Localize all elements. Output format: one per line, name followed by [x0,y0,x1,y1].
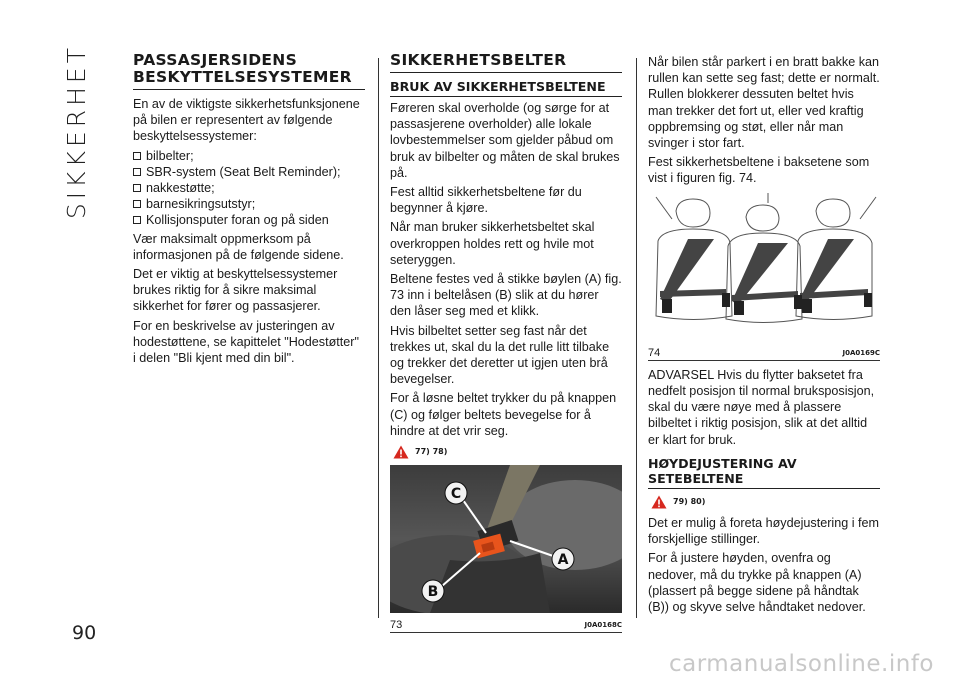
paragraph: Det er viktig at beskyttelsessystemer brukes riktig for å sikre maksimal sikkerhet for fører og passasjerer. [133,267,338,314]
figure-74 [648,191,880,361]
column-divider [636,58,637,618]
column-protection-systems [133,52,365,369]
label-b: B [427,584,439,601]
label-a: A [557,552,569,569]
list-item: barnesikringsutstyr; [133,196,365,212]
intro-paragraph: En av de viktigste sikkerhetsfunksjonene på bilen er representert av følgende beskyttelsessystemer: [133,97,360,144]
paragraph: ADVARSEL Hvis du flytter baksetet fra nedfelt posisjon til normal bruksposisjon, skal du være nøye med å plassere bilbeltet i riktig posisjon, slik at det alltid er klart for bruk. [648,367,875,447]
warning-icon [393,445,409,459]
column-seat-belts [390,52,622,633]
paragraph: Det er mulig å foreta høydejustering i fem forskjellige stillinger. [648,516,879,547]
paragraph: For en beskrivelse av justeringen av hodestøttene, se kapittelet "Hodestøtter" i delen "Bli kjent med din bil". [133,318,359,366]
figure-code: J0A0168C [584,621,622,630]
figure-number: 73 [390,619,403,632]
paragraph: Beltene festes ved å stikke bøylen (A) fig. 73 inn i beltelåsen (B) slik at du hører den låser seg med et klikk. [390,272,622,319]
figure-caption [648,345,880,360]
list-item: SBR-system (Seat Belt Reminder); [133,164,365,180]
paragraph: Føreren skal overholde (og sørge for at passasjerene overholder) alle lokale lovbestemmelser som gjelder påbud om bruk av bilbelter og måten de skal brukes på. [390,101,620,180]
figure-73 [390,465,622,633]
paragraph: Fest alltid sikkerhetsbeltene før du begynner å kjøre. [390,185,582,216]
seat-belt-buckle-photo [390,465,622,613]
paragraph: For å justere høyden, ovenfra og nedover, må du trykke på knappen (A) (plassert på begge sidene på håndtak (B)) og skyve selve håndtaket nedover. [648,551,866,615]
chapter-title: SIKKERHET [62,44,91,220]
column-seat-belts-continued [648,54,880,618]
figure-code: J0A0169C [842,348,880,357]
paragraph: Vær maksimalt oppmerksom på informasjonen på de følgende sidene. [133,231,344,262]
label-c: C [450,486,462,503]
rear-seats-illustration [648,191,880,341]
page-number: 90 [72,622,97,644]
paragraph: Når bilen står parkert i en bratt bakke kan rullen kan sette seg fast; dette er normalt. Rullen blokkerer dessuten beltet hvis man trekker det fort ut, eller ved kraftig oppbremsing og støt, eller når man svinger i stor fart. [648,55,880,151]
list-item: nakkestøtte; [133,180,365,196]
figure-number: 74 [648,346,661,359]
paragraph: Fest sikkerhetsbeltene i baksetene som vist i figuren fig. 74. [648,155,870,186]
paragraph: For å løsne beltet trykker du på knappen (C) og følger beltets bevegelse for å hindre at det vrir seg. [390,391,617,438]
warning-icon [651,495,667,509]
warning-reference: 79) 80) [651,494,880,510]
section-title: SIKKERHETSBELTER [390,52,622,73]
subsection-title: BRUK AV SIKKERHETSBELTENE [390,79,622,97]
subsection-title: HØYDEJUSTERING AV SETEBELTENE [648,456,880,489]
paragraph: Hvis bilbeltet setter seg fast når det trekkes ut, skal du la det rulle litt tilbake og trekker det deretter ut igjen uten brå bevegelser. [390,323,610,387]
column-divider [378,58,379,618]
warning-reference: 77) 78) [393,444,622,460]
list-item: bilbelter; [133,148,365,164]
list-item: Kollisjonsputer foran og på siden [133,212,365,228]
watermark: carmanualsonline.info [668,651,934,677]
section-title: PASSASJERSIDENS BESKYTTELSESYSTEMER [133,52,365,90]
systems-list [133,148,365,229]
figure-caption [390,617,622,632]
paragraph: Når man bruker sikkerhetsbeltet skal overkroppen holdes rett og hvile mot seteryggen. [390,220,595,267]
